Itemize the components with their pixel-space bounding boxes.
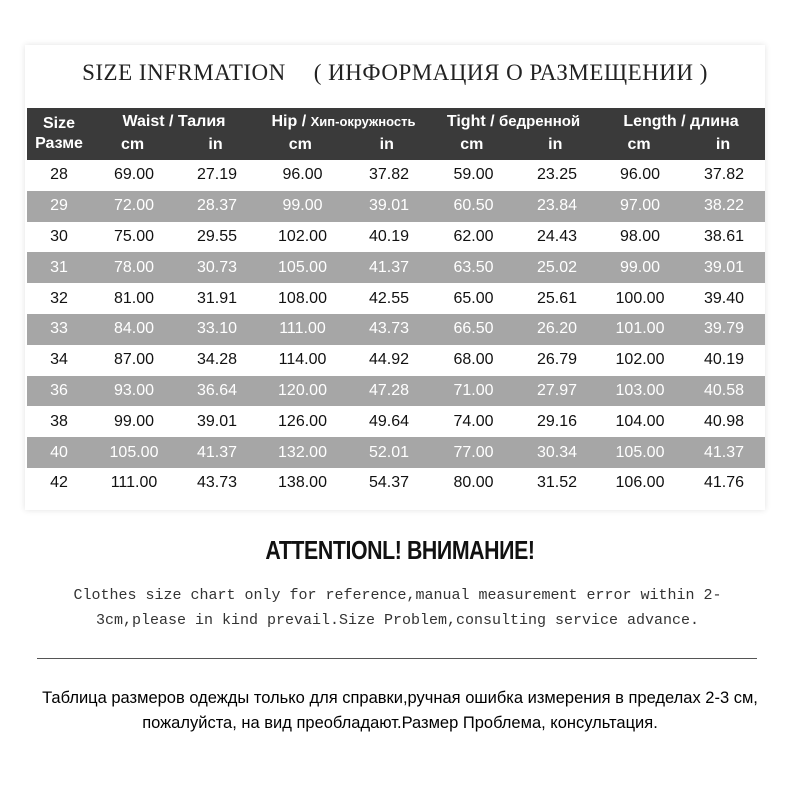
length-cm-cell: 103.00 bbox=[597, 376, 683, 407]
length-cm-cell: 104.00 bbox=[615, 412, 665, 430]
waist-cm-cell: 69.00 bbox=[113, 166, 155, 184]
table-row bbox=[27, 191, 765, 222]
waist-cm-cell: 87.00 bbox=[113, 351, 155, 369]
waist-in-cell: 27.19 bbox=[196, 166, 238, 184]
hip-cm-cell: 105.00 bbox=[257, 252, 348, 283]
tight-in-cell: 23.84 bbox=[517, 191, 597, 222]
waist-in-cell: 39.01 bbox=[196, 412, 238, 430]
tight-cm-cell: 71.00 bbox=[430, 376, 517, 407]
waist-cm-cell: 84.00 bbox=[91, 314, 177, 345]
waist-cm-cell: 75.00 bbox=[113, 227, 155, 245]
tight-cm-cell: 74.00 bbox=[453, 412, 494, 430]
table-row bbox=[27, 160, 765, 191]
size-table bbox=[27, 108, 765, 499]
tight-cm-cell: 59.00 bbox=[453, 166, 494, 184]
waist-cm-cell: 72.00 bbox=[91, 191, 177, 222]
tight-in-cell: 26.20 bbox=[517, 314, 597, 345]
hip-cm-cell: 99.00 bbox=[257, 191, 348, 222]
waist-in-cell: 31.91 bbox=[196, 289, 238, 307]
size-column-header bbox=[27, 108, 91, 160]
tight-in-header: in bbox=[548, 136, 563, 153]
hip-header-en: Hip / bbox=[271, 113, 311, 130]
length-in-cell: 40.58 bbox=[683, 376, 765, 407]
hip-header-label bbox=[257, 113, 430, 131]
table-row bbox=[27, 314, 765, 345]
size-cell: 34 bbox=[50, 351, 68, 369]
size-cell: 30 bbox=[50, 227, 68, 245]
length-in-cell: 37.82 bbox=[703, 166, 745, 184]
tight-in-cell: 26.79 bbox=[536, 351, 578, 369]
page-title bbox=[25, 60, 765, 86]
hip-cm-cell: 126.00 bbox=[278, 412, 327, 430]
hip-cm-cell: 111.00 bbox=[257, 314, 348, 345]
table-row bbox=[27, 376, 765, 407]
length-cm-cell: 101.00 bbox=[597, 314, 683, 345]
tight-in-cell: 25.02 bbox=[517, 252, 597, 283]
table-row bbox=[27, 406, 765, 437]
tight-in-cell: 30.34 bbox=[517, 437, 597, 468]
tight-cm-header: cm bbox=[460, 136, 484, 153]
hip-in-cell: 39.01 bbox=[348, 191, 430, 222]
hip-in-cell: 44.92 bbox=[368, 351, 410, 369]
waist-in-cell: 43.73 bbox=[196, 474, 238, 492]
waist-in-cell: 30.73 bbox=[177, 252, 257, 283]
size-header-en: Size bbox=[42, 115, 75, 132]
length-in-cell: 39.79 bbox=[683, 314, 765, 345]
waist-cm-cell: 111.00 bbox=[110, 474, 158, 492]
tight-cm-cell: 77.00 bbox=[430, 437, 517, 468]
length-cm-cell: 100.00 bbox=[615, 289, 665, 307]
waist-in-header: in bbox=[208, 136, 223, 153]
tight-cm-cell: 80.00 bbox=[453, 474, 494, 492]
tight-header-label bbox=[430, 113, 597, 131]
waist-header-label: Waist / Талия bbox=[122, 113, 226, 130]
tight-in-cell: 27.97 bbox=[517, 376, 597, 407]
hip-in-cell: 52.01 bbox=[348, 437, 430, 468]
waist-cm-cell: 105.00 bbox=[91, 437, 177, 468]
hip-header-ru: Хип-окружность bbox=[310, 114, 416, 129]
title-en: SIZE INFRMATION bbox=[82, 60, 286, 85]
size-cell: 28 bbox=[50, 166, 68, 184]
length-cm-cell: 98.00 bbox=[619, 227, 661, 245]
size-cell: 42 bbox=[50, 474, 68, 492]
table-row bbox=[27, 222, 765, 253]
hip-in-header: in bbox=[379, 136, 394, 153]
length-header-label: Length / длина bbox=[623, 113, 739, 130]
hip-in-cell: 40.19 bbox=[368, 227, 410, 245]
tight-cm-cell: 62.00 bbox=[453, 227, 494, 245]
waist-cm-cell: 81.00 bbox=[113, 289, 155, 307]
tight-cm-cell: 65.00 bbox=[453, 289, 494, 307]
waist-in-cell: 36.64 bbox=[177, 376, 257, 407]
length-cm-cell: 106.00 bbox=[615, 474, 665, 492]
size-cell: 31 bbox=[27, 252, 91, 283]
hip-cm-cell: 132.00 bbox=[257, 437, 348, 468]
tight-in-cell: 24.43 bbox=[536, 227, 578, 245]
length-in-cell: 38.61 bbox=[703, 227, 745, 245]
table-row bbox=[27, 283, 765, 314]
size-cell: 38 bbox=[50, 412, 68, 430]
length-in-cell: 40.19 bbox=[703, 351, 745, 369]
length-cm-cell: 105.00 bbox=[597, 437, 683, 468]
tight-in-cell: 25.61 bbox=[536, 289, 578, 307]
length-column-header bbox=[597, 108, 765, 160]
hip-cm-cell: 120.00 bbox=[257, 376, 348, 407]
waist-cm-cell: 93.00 bbox=[91, 376, 177, 407]
hip-cm-cell: 138.00 bbox=[278, 474, 327, 492]
tight-column-header bbox=[430, 108, 597, 160]
waist-in-cell: 33.10 bbox=[177, 314, 257, 345]
length-cm-cell: 97.00 bbox=[597, 191, 683, 222]
attention-heading: ATTENTIONL! ВНИМАНИЕ! bbox=[265, 535, 535, 565]
size-cell: 40 bbox=[27, 437, 91, 468]
hip-cm-cell: 96.00 bbox=[282, 166, 323, 184]
length-cm-cell: 102.00 bbox=[615, 351, 665, 369]
size-cell: 33 bbox=[27, 314, 91, 345]
size-header-ru: Разме bbox=[35, 135, 83, 152]
waist-column-header bbox=[91, 108, 257, 160]
hip-in-cell: 42.55 bbox=[368, 289, 410, 307]
hip-cm-header: cm bbox=[288, 136, 312, 153]
hip-in-cell: 41.37 bbox=[348, 252, 430, 283]
divider bbox=[37, 658, 757, 659]
length-in-cell: 39.40 bbox=[703, 289, 745, 307]
tight-cm-cell: 66.50 bbox=[430, 314, 517, 345]
tight-header-en: Tight / bbox=[446, 113, 499, 130]
table-header-row bbox=[27, 108, 765, 160]
hip-in-cell: 49.64 bbox=[368, 412, 410, 430]
waist-in-cell: 41.37 bbox=[177, 437, 257, 468]
length-in-header: in bbox=[715, 136, 731, 153]
length-cm-header: cm bbox=[627, 136, 651, 153]
length-in-cell: 41.37 bbox=[683, 437, 765, 468]
length-in-cell: 40.98 bbox=[703, 412, 745, 430]
hip-cm-cell: 108.00 bbox=[278, 289, 327, 307]
tight-cm-cell: 63.50 bbox=[430, 252, 517, 283]
note-english: Clothes size chart only for reference,manual measurement error within 2-3cm,please in kind prevail.Size Problem,consulting service advance. bbox=[73, 587, 722, 629]
table-row bbox=[27, 468, 765, 499]
waist-cm-cell: 78.00 bbox=[91, 252, 177, 283]
waist-in-cell: 29.55 bbox=[196, 227, 238, 245]
hip-in-cell: 37.82 bbox=[368, 166, 410, 184]
hip-in-cell: 43.73 bbox=[348, 314, 430, 345]
hip-cm-cell: 114.00 bbox=[278, 351, 327, 369]
table-row bbox=[27, 437, 765, 468]
tight-in-cell: 29.16 bbox=[536, 412, 578, 430]
size-cell: 36 bbox=[27, 376, 91, 407]
size-cell: 32 bbox=[50, 289, 68, 307]
note-russian: Таблица размеров одежды только для справки,ручная ошибка измерения в пределах 2-3 см, пожалуйста, на вид преобладают.Размер Проблема, консультация. bbox=[42, 689, 758, 732]
hip-column-header bbox=[257, 108, 430, 160]
title-ru: ( ИНФОРМАЦИЯ О РАЗМЕЩЕНИИ ) bbox=[313, 60, 708, 85]
hip-cm-cell: 102.00 bbox=[278, 227, 327, 245]
tight-in-cell: 23.25 bbox=[536, 166, 578, 184]
waist-cm-header: cm bbox=[120, 136, 145, 153]
waist-in-cell: 34.28 bbox=[196, 351, 238, 369]
tight-cm-cell: 68.00 bbox=[453, 351, 494, 369]
tight-cm-cell: 60.50 bbox=[430, 191, 517, 222]
tight-in-cell: 31.52 bbox=[536, 474, 578, 492]
waist-cm-cell: 99.00 bbox=[113, 412, 155, 430]
length-cm-cell: 96.00 bbox=[619, 166, 661, 184]
size-cell: 29 bbox=[27, 191, 91, 222]
waist-in-cell: 28.37 bbox=[177, 191, 257, 222]
table-row bbox=[27, 252, 765, 283]
tight-header-ru: бедренной bbox=[499, 113, 581, 130]
length-cm-cell: 99.00 bbox=[597, 252, 683, 283]
hip-in-cell: 47.28 bbox=[348, 376, 430, 407]
hip-in-cell: 54.37 bbox=[368, 474, 410, 492]
table-body bbox=[27, 160, 765, 499]
table-row bbox=[27, 345, 765, 376]
length-in-cell: 39.01 bbox=[683, 252, 765, 283]
length-in-cell: 38.22 bbox=[683, 191, 765, 222]
length-in-cell: 41.76 bbox=[703, 474, 745, 492]
